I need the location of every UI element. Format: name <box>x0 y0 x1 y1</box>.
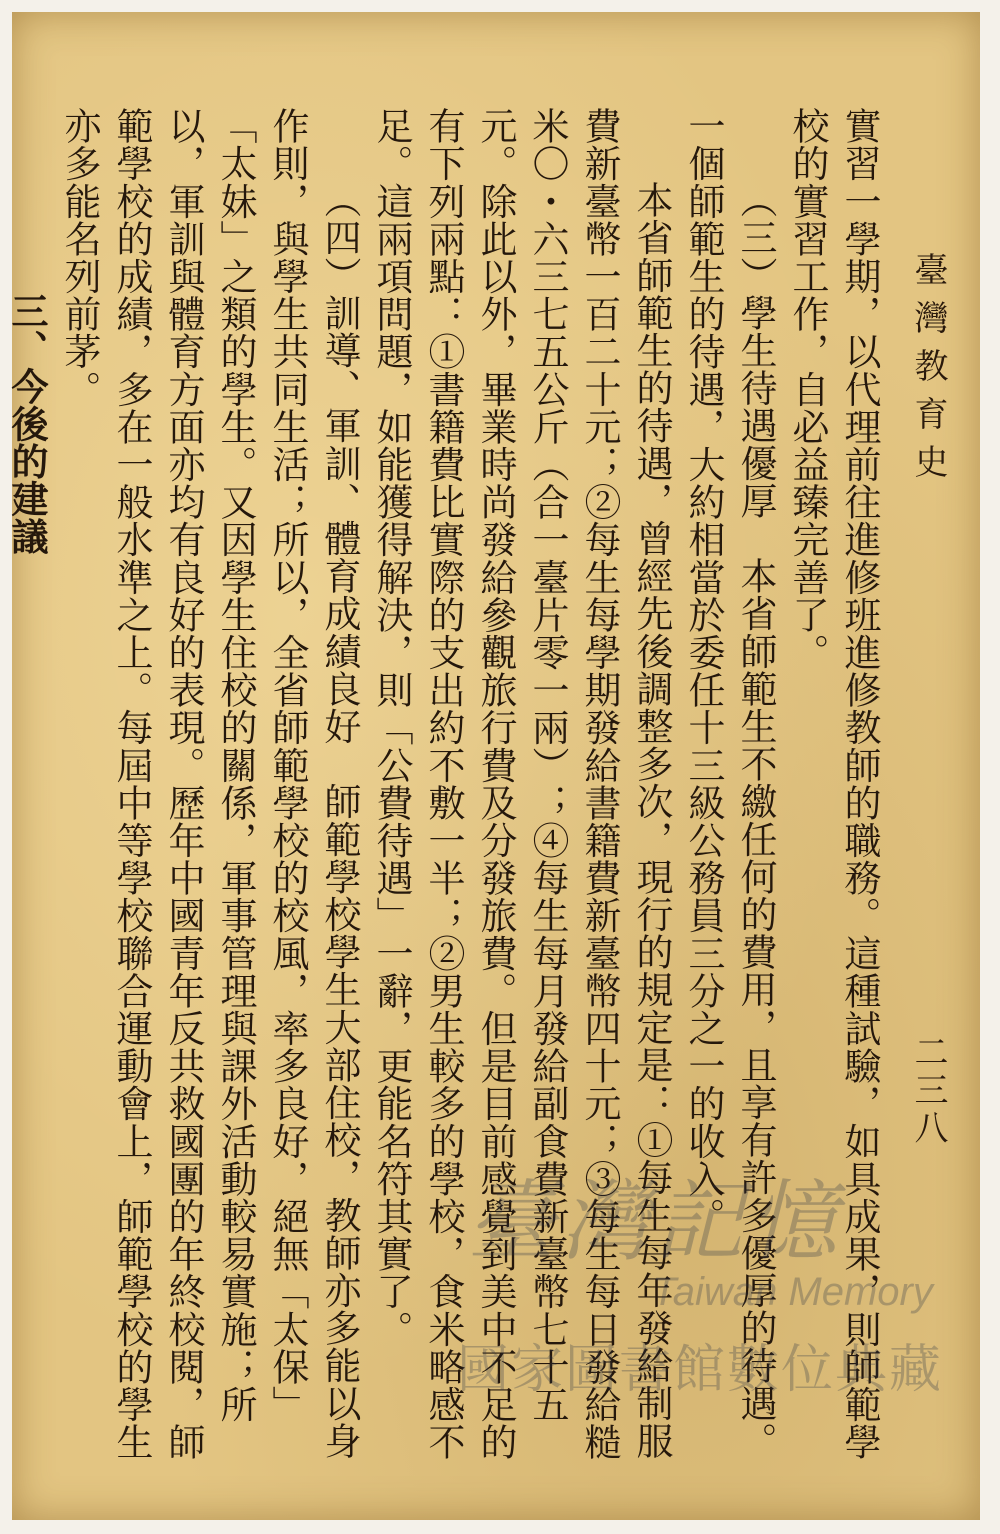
paragraph <box>0 107 1 1467</box>
watermark-main-text: 臺灣記憶 <box>467 1170 844 1273</box>
watermark-english-text: Taiwan Memory <box>652 1270 933 1314</box>
paragraph: （四）訓導、軍訓、體育成績良好 師範學校學生大部住校，教師亦多能以身作則，與學生共同生活；所以，全省師範學校的校風，率多良好，絕無「太保」「太妹」之類的學生。又因學生住校的關係，軍事管理與課外活動較易實施；所以，軍訓與體育方面亦均有良好的表現。歷年中國青年反共救國團的年終校閱，師範學校的成績，多在一般水準之上。每屆中等學校聯合運動會上，師範學校的學生亦多能名列前茅。 <box>58 107 361 1461</box>
section-heading: 三、今後的建議 <box>5 292 49 556</box>
paragraph: 實習一學期，以代理前往進修班進修教師的職務。這種試驗，如具成果，則師範學校的實習工作，自必益臻完善了。 <box>786 107 881 1461</box>
running-title: 臺灣教育史 <box>908 252 948 492</box>
body-text <box>5 107 885 1467</box>
paragraph: （三）學生待遇優厚 本省師範生不繳任何的費用，且享有許多優厚的待遇。一個師範生的待遇，大約相當於委任十三級公務員三分之一的收入。 <box>682 107 777 1460</box>
watermark-org-text: 國家圖書館數位典藏 <box>457 1340 944 1400</box>
paragraph: 本省師範生的待遇，曾經先後調整多次，現行的規定是：①每生每年發給制服費新臺幣一百二十元；②每生每學期發給書籍費新臺幣四十元；③每生每日發給糙米〇・六三七五公斤（合一臺片零一兩）；④每生每月發給副食費新臺幣七十五元。除此以外，畢業時尚發給參觀旅行費及分發旅費。但是目前感覺到美中不足的有下列兩點：①書籍費比實際的支出約不敷一半；②男生較多的學校，食米略感不足。這兩項問題，如能獲得解決，則「公費待遇」一辭，更能名符其實了。 <box>370 107 673 1461</box>
book-page <box>5 12 980 1520</box>
page-number: 二三八 <box>908 1034 948 1148</box>
